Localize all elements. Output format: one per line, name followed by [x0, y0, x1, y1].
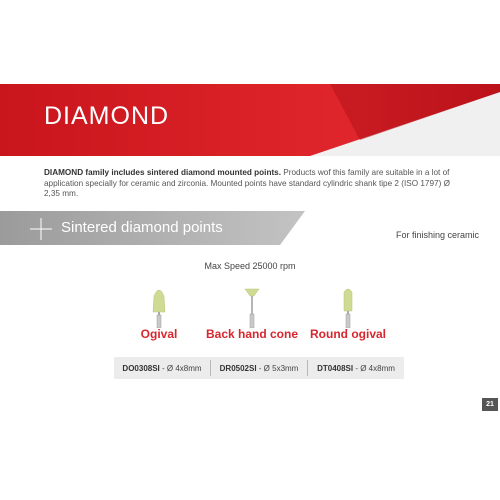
page-number: 21	[482, 398, 498, 411]
section-note: For finishing ceramic	[396, 230, 480, 240]
intro-paragraph	[44, 168, 464, 200]
round-ogival-product-image	[303, 286, 393, 328]
page-title: DIAMOND	[44, 102, 170, 130]
product-code-ogival: DO0308SI - Ø 4x8mm	[122, 363, 202, 373]
product-name-ogival: Ogival	[140, 327, 178, 341]
intro-bold: DIAMOND family includes sintered diamond mounted points.	[44, 168, 282, 177]
product-name-back-hand-cone: Back hand cone	[205, 327, 299, 341]
product-code-round-ogival: DT0408SI - Ø 4x8mm	[317, 363, 395, 373]
product-codes-bar	[114, 357, 404, 379]
section-title: Sintered diamond points	[61, 219, 223, 236]
max-speed-label: Max Speed 25000 rpm	[204, 261, 296, 271]
product-code-back-hand-cone: DR0502SI - Ø 5x3mm	[219, 363, 299, 373]
intro-body: Products wof this family are suitable in a lot of application specially for ceramic and zirconia. Mounted points have standard cylindric shank tipe 2 (ISO 1797) Ø 2,35 mm.	[44, 168, 450, 198]
back-hand-cone-product-image	[207, 286, 297, 328]
plus-icon	[30, 218, 52, 240]
product-name-round-ogival: Round ogival	[310, 327, 386, 341]
ogival-product-image	[114, 286, 204, 328]
